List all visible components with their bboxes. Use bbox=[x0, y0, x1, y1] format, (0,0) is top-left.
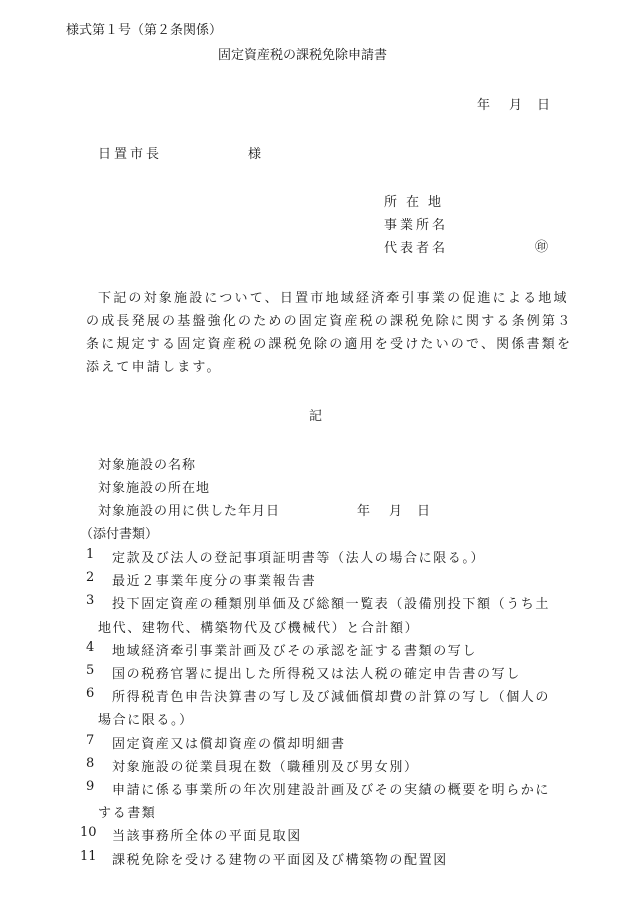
body-line: 下記の対象施設について、日置市地域経済牽引事業の促進による地域 bbox=[98, 291, 569, 306]
mayor-title: 日置市長 bbox=[98, 147, 163, 162]
attachment-number: 10 bbox=[80, 825, 97, 841]
attachment-number: 5 bbox=[86, 663, 95, 678]
attachment-text: 最近２事業年度分の事業報告書 bbox=[112, 574, 317, 590]
facility-location-label: 対象施設の所在地 bbox=[98, 481, 211, 496]
attachment-text: 地代、建物代、構築物代及び機械代）と合計額） bbox=[98, 620, 420, 636]
attachment-number: 2 bbox=[86, 570, 95, 586]
attachment-text: 国の税務官署に提出した所得税又は法人税の確定申告書の写し bbox=[112, 667, 521, 682]
attachment-number: 9 bbox=[86, 779, 95, 794]
applicant-representative-label: 代表者名 bbox=[384, 241, 449, 256]
body-line: 条に規定する固定資産税の課税免除の適用を受けたいので、関係書類を bbox=[86, 337, 573, 352]
facility-month: 月 bbox=[389, 504, 403, 519]
attachment-number: 6 bbox=[86, 686, 95, 702]
seal-mark: ㊞ bbox=[535, 240, 549, 255]
date-year: 年 bbox=[477, 98, 491, 113]
facility-year: 年 bbox=[357, 504, 371, 519]
date-month: 月 bbox=[509, 98, 523, 113]
attachment-text: 当該事務所全体の平面見取図 bbox=[112, 829, 302, 845]
attachments-heading: （添付書類） bbox=[80, 527, 159, 542]
attachment-text: 投下固定資産の種類別単価及び総額一覧表（設備別投下額（うち土 bbox=[112, 597, 551, 613]
date-day: 日 bbox=[537, 98, 551, 113]
attachment-number: 1 bbox=[86, 547, 95, 562]
facility-day: 日 bbox=[417, 504, 431, 519]
attachment-text: 固定資産又は償却資産の償却明細書 bbox=[112, 736, 346, 752]
attachment-text: する書類 bbox=[98, 806, 157, 822]
attachment-number: 11 bbox=[80, 848, 97, 864]
applicant-office-label: 事業所名 bbox=[384, 218, 449, 233]
attachment-number: 8 bbox=[86, 755, 95, 771]
attachment-text: 所得税青色申告決算書の写し及び減価償却費の計算の写し（個人の bbox=[112, 690, 551, 706]
applicant-address-label: 所在地 bbox=[384, 195, 451, 210]
honorific: 様 bbox=[248, 147, 262, 162]
form-number: 様式第１号（第２条関係） bbox=[66, 23, 223, 38]
attachment-number: 4 bbox=[86, 639, 95, 655]
body-line: 添えて申請します。 bbox=[86, 360, 222, 375]
attachment-text: 対象施設の従業員現在数（職種別及び男女別） bbox=[112, 759, 419, 775]
attachment-number: 7 bbox=[86, 732, 95, 748]
attachment-text: 場合に限る。） bbox=[98, 713, 194, 729]
facility-name-label: 対象施設の名称 bbox=[98, 458, 197, 473]
attachment-text: 定款及び法人の登記事項証明書等（法人の場合に限る。） bbox=[112, 551, 486, 566]
attachment-text: 地域経済牽引事業計画及びその承認を証する書類の写し bbox=[112, 643, 478, 659]
facility-use-date-label: 対象施設の用に供した年月日 bbox=[98, 504, 281, 519]
attachment-text: 申請に係る事業所の年次別建設計画及びその実績の概要を明らかに bbox=[112, 783, 551, 798]
document-title: 固定資産税の課税免除申請書 bbox=[218, 48, 388, 63]
ki-heading: 記 bbox=[309, 409, 323, 424]
attachment-number: 3 bbox=[86, 593, 95, 609]
attachment-text: 課税免除を受ける建物の平面図及び構築物の配置図 bbox=[112, 852, 448, 868]
body-line: の成長発展の基盤強化のための固定資産税の課税免除に関する条例第３ bbox=[86, 314, 573, 329]
